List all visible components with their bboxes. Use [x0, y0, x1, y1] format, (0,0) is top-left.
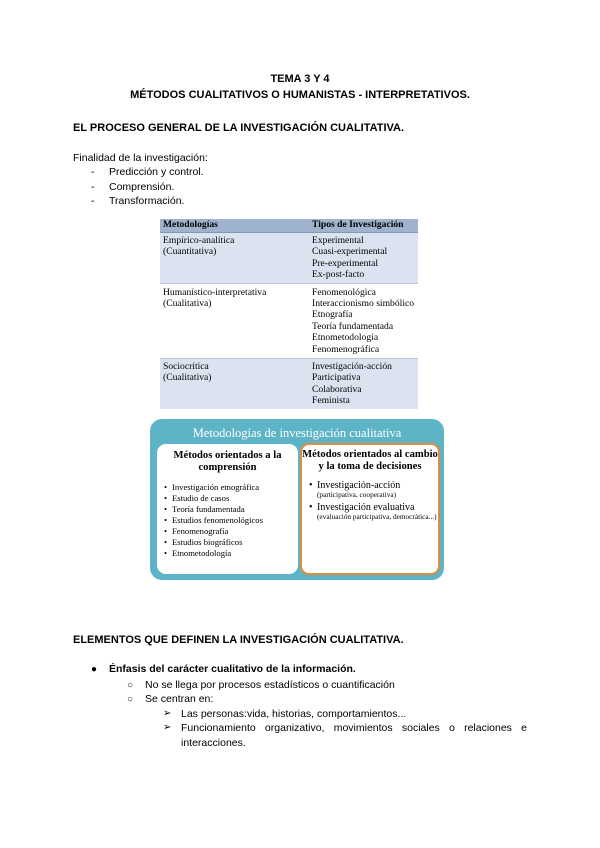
- table-row: [160, 233, 418, 284]
- research-type: Interaccionismo simbólico: [312, 298, 415, 310]
- list-item: - Predicción y control.: [91, 165, 204, 180]
- page-topic: TEMA 3 Y 4: [270, 73, 330, 85]
- table-header-row: [160, 219, 418, 233]
- table-row: [160, 283, 418, 358]
- methodology-type: (Cualitativa): [163, 372, 212, 384]
- comprehension-methods-title: Métodos orientados a la comprensión: [173, 450, 282, 474]
- comprehension-methods-box: [157, 444, 298, 574]
- change-methods-box: [300, 443, 440, 575]
- research-type: Experimental: [312, 235, 364, 246]
- method-label: Investigación evaluativa: [317, 502, 415, 514]
- section-heading-process: EL PROCESO GENERAL DE LA INVESTIGACIÓN CUALITATIVA.: [73, 122, 405, 134]
- list-item: • Teoría fundamentada: [164, 504, 298, 515]
- list-item: [309, 480, 438, 500]
- section-heading-elements: ELEMENTOS QUE DEFINEN LA INVESTIGACIÓN CUALITATIVA.: [73, 634, 404, 646]
- research-type: Participativa: [312, 372, 361, 384]
- table-row: [160, 359, 418, 409]
- focus-point: Funcionamiento organizativo, movimientos sociales o relaciones e: [181, 722, 527, 734]
- circle-bullet-icon: ○: [127, 680, 134, 691]
- change-methods-list: [302, 480, 438, 522]
- methodology-type: (Cualitativa): [163, 298, 212, 310]
- research-type: Etnometodología: [312, 332, 379, 344]
- focus-point-continued: interacciones.: [181, 737, 246, 749]
- list-item: • Estudio de casos: [164, 493, 298, 504]
- purpose-list: [91, 165, 204, 209]
- method-label: Investigación-acción: [317, 479, 401, 491]
- sub-point: Se centran en:: [145, 693, 214, 705]
- method-detail: (evaluación participativa, democrática...): [317, 512, 437, 522]
- focus-point: Las personas:vida, historias, comportamientos...: [181, 708, 407, 720]
- methodology-name: Humanístico-interpretativa: [163, 286, 267, 298]
- table-header-types: Tipos de Investigación: [309, 219, 418, 233]
- diagram-title: Metodologías de investigación cualitativa: [192, 426, 402, 440]
- purpose-intro: Finalidad de la investigación:: [73, 152, 208, 164]
- methodology-name: Sociocrítica: [163, 361, 209, 373]
- research-type: Fenomenográfica: [312, 343, 380, 355]
- research-type: Feminista: [312, 395, 350, 407]
- methodology-type: (Cuantitativa): [163, 246, 217, 258]
- qualitative-methodologies-diagram: [150, 419, 444, 580]
- research-type: Ex-post-facto: [312, 269, 365, 281]
- bullet-icon: ●: [91, 664, 98, 675]
- research-type: Colaborativa: [312, 383, 362, 395]
- methodologies-table: [160, 219, 418, 409]
- methodology-name: Empírico-analítica: [163, 235, 235, 246]
- comprehension-methods-list: [157, 482, 298, 560]
- list-item: • Fenomenografía: [164, 526, 298, 537]
- list-item: - Comprensión.: [91, 180, 204, 195]
- research-type: Investigación-acción: [312, 361, 392, 373]
- circle-bullet-icon: ○: [127, 694, 134, 705]
- sub-point: No se llega por procesos estadísticos o cuantificación: [145, 679, 395, 691]
- list-item: [309, 502, 438, 522]
- research-type: Cuasi-experimental: [312, 246, 388, 258]
- list-item: • Estudios fenomenológicos: [164, 515, 298, 526]
- list-item: - Transformación.: [91, 194, 204, 209]
- research-type: Pre-experimental: [312, 257, 379, 269]
- table-header-methodology: Metodologías: [160, 219, 309, 233]
- change-methods-title: Métodos orientados al cambio y la toma de decisiones: [302, 449, 438, 473]
- method-detail: (participativa, cooperativa): [317, 489, 397, 499]
- research-type: Fenomenológica: [312, 286, 376, 298]
- arrow-bullet-icon: ➢: [163, 708, 172, 719]
- list-item: • Estudios biográficos: [164, 537, 298, 548]
- arrow-bullet-icon: ➢: [163, 722, 172, 733]
- research-type: Etnografía: [312, 309, 353, 321]
- page-title: MÉTODOS CUALITATIVOS O HUMANISTAS - INTERPRETATIVOS.: [130, 89, 470, 101]
- research-type: Teoría fundamentada: [312, 320, 394, 332]
- list-item: • Investigación etnográfica: [164, 482, 298, 493]
- list-item: • Etnometodología: [164, 548, 298, 559]
- emphasis-bullet: Énfasis del carácter cualitativo de la información.: [109, 663, 356, 675]
